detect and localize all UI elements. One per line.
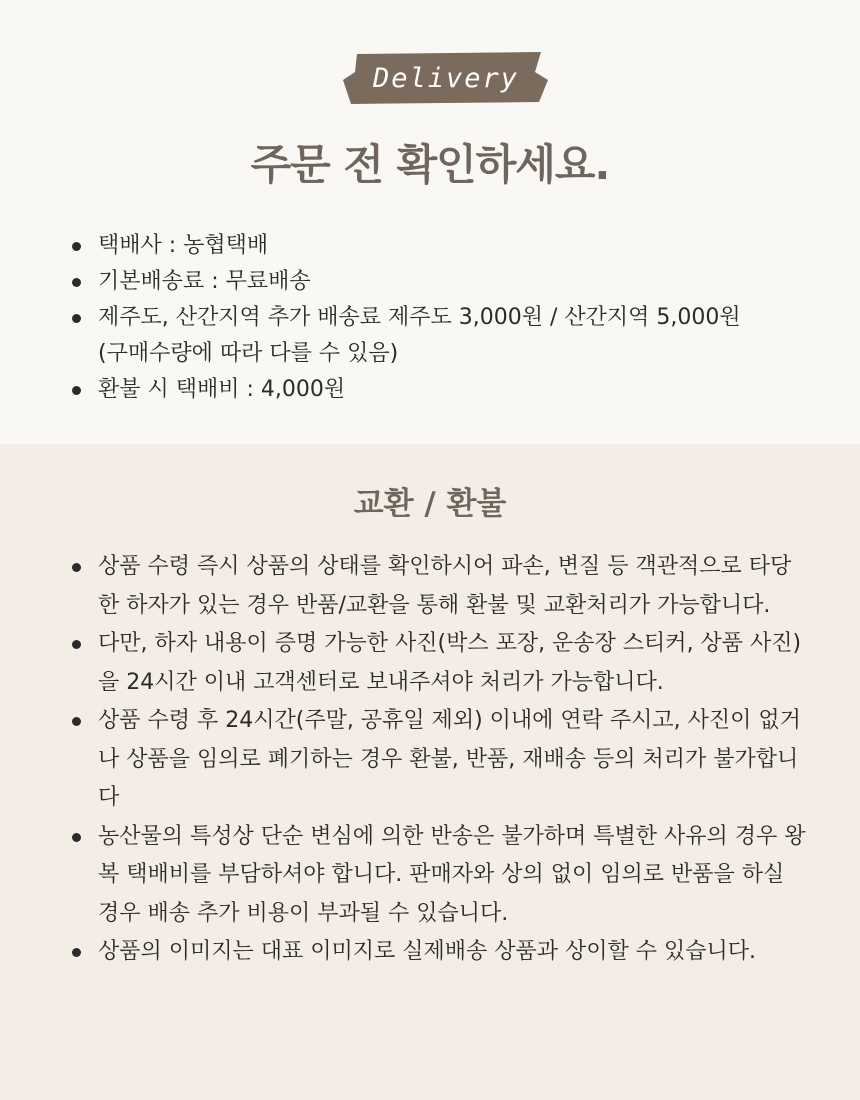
delivery-info-list — [70, 228, 830, 408]
exchange-refund-list — [70, 548, 812, 972]
list-item — [70, 300, 830, 372]
bullet-icon — [72, 386, 81, 395]
list-item-text: 택배사 : 농협택배 — [98, 233, 269, 258]
list-item-text: 제주도, 산간지역 추가 배송료 제주도 3,000원 / 산간지역 5,000원 — [98, 305, 741, 330]
bullet-icon — [72, 717, 81, 726]
section-title: 교환 / 환불 — [353, 486, 507, 522]
page-title: 주문 전 확인하세요. — [250, 140, 610, 189]
bullet-icon — [72, 314, 81, 323]
list-item-subtext: (구매수량에 따라 다를 수 있음) — [98, 341, 399, 366]
list-item — [70, 702, 812, 818]
list-item-text: 상품 수령 즉시 상품의 상태를 확인하시어 파손, 변질 등 객관적으로 타당한 하자가 있는 경우 반품/교환을 통해 환불 및 교환처리가 가능합니다. — [98, 554, 792, 618]
list-item-text: 기본배송료 : 무료배송 — [98, 269, 311, 294]
bullet-icon — [72, 563, 81, 572]
bullet-icon — [72, 640, 81, 649]
bullet-icon — [72, 948, 81, 957]
list-item-text: 상품 수령 후 24시간(주말, 공휴일 제외) 이내에 연락 주시고, 사진이 없거나 상품을 임의로 폐기하는 경우 환불, 반품, 재배송 등의 처리가 불가합니다 — [98, 708, 801, 810]
list-item-text: 농산물의 특성상 단순 변심에 의한 반송은 불가하며 특별한 사유의 경우 왕복 택배비를 부담하셔야 합니다. 판매자와 상의 없이 임의로 반품을 하실 경우 배송 추가 비용이 부과될 수 있습니다. — [98, 823, 806, 926]
list-item — [70, 372, 830, 408]
list-item — [70, 264, 830, 300]
delivery-badge — [343, 50, 549, 106]
badge-label: Delivery — [372, 62, 520, 94]
bullet-icon — [72, 242, 81, 251]
list-item-text: 다만, 하자 내용이 증명 가능한 사진(박스 포장, 운송장 스티커, 상품 사진)을 24시간 이내 고객센터로 보내주셔야 처리가 가능합니다. — [98, 631, 802, 695]
list-item — [70, 625, 812, 702]
list-item — [70, 548, 812, 625]
list-item — [70, 818, 812, 934]
list-item-text: 상품의 이미지는 대표 이미지로 실제배송 상품과 상이할 수 있습니다. — [98, 939, 756, 964]
bullet-icon — [72, 833, 81, 842]
bullet-icon — [72, 278, 81, 287]
list-item — [70, 933, 812, 972]
list-item — [70, 228, 830, 264]
list-item-text: 환불 시 택배비 : 4,000원 — [98, 377, 346, 402]
